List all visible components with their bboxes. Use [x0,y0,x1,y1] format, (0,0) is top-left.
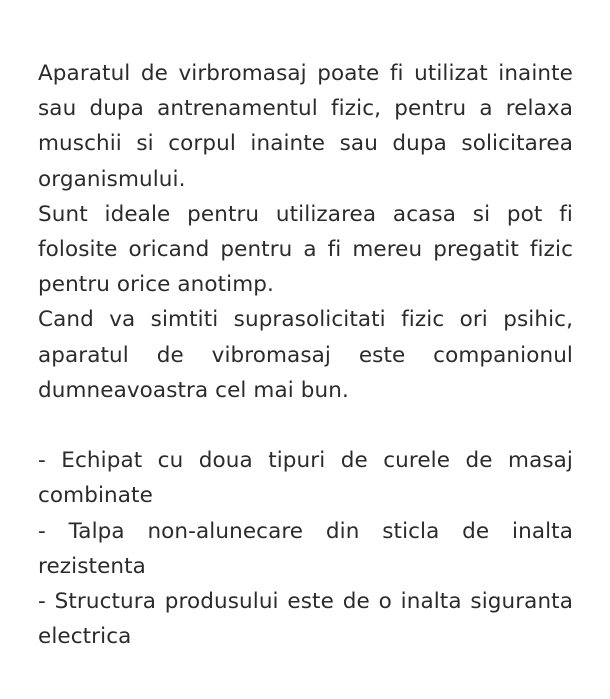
feature-item-massage-belts: - Echipat cu doua tipuri de curele de masaj combinate [38,448,573,509]
description-paragraph-companion: Cand va simtiti suprasolicitati fizic ori psihic, aparatul de vibromasaj este companionul dumneavoastra cel mai bun. [38,307,573,403]
description-paragraph-usage: Aparatul de virbromasaj poate fi utilizat inainte sau dupa antrenamentul fizic, pentru a relaxa muschii si corpul inainte sau dupa solicitarea organismului. [38,61,573,192]
feature-item-electrical-safety: - Structura produsului este de o inalta siguranta electrica [38,589,573,650]
description-paragraph-home-use: Sunt ideale pentru utilizarea acasa si pot fi folosite oricand pentru a fi mereu pregatit fizic pentru orice anotimp. [38,201,573,298]
spacer [38,408,573,443]
product-description [38,56,573,654]
feature-item-non-slip-sole: - Talpa non-alunecare din sticla de inalta rezistenta [38,518,573,579]
feature-list [38,443,573,654]
